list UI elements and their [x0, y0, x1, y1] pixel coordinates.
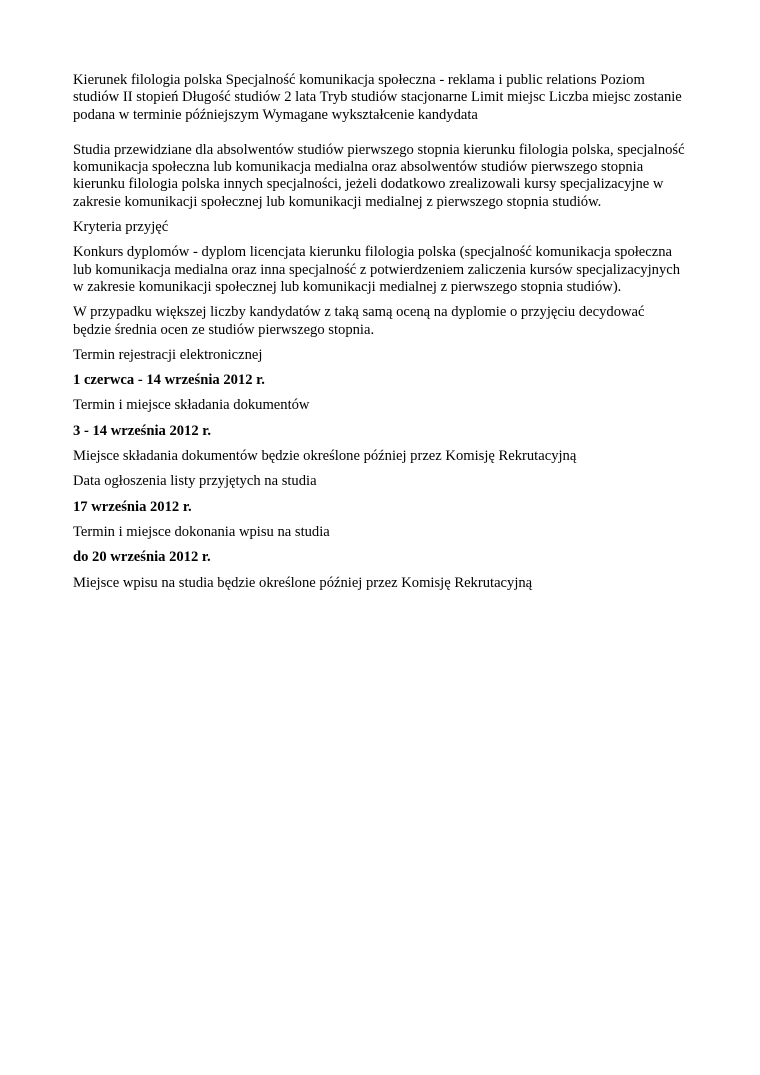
criteria-heading: Kryteria przyjęć — [73, 219, 169, 236]
registration-date: 1 czerwca - 14 września 2012 r. — [73, 372, 265, 389]
document-body — [73, 72, 685, 600]
documents-date: 3 - 14 września 2012 r. — [73, 422, 212, 439]
enrollment-date: do 20 września 2012 r. — [73, 549, 211, 566]
documents-place: Miejsce składania dokumentów będzie określone później przez Komisję Rekrutacyjną — [73, 448, 577, 465]
enrollment-label: Termin i miejsce dokonania wpisu na studia — [73, 523, 330, 540]
tie-break-paragraph: W przypadku większej liczby kandydatów z taką samą oceną na dyplomie o przyjęciu decydować będzie średnia ocen ze studiów pierwszego stopnia. — [73, 304, 645, 338]
documents-label: Termin i miejsce składania dokumentów — [73, 397, 310, 414]
intro-paragraph: Kierunek filologia polska Specjalność komunikacja społeczna - reklama i public relations Poziom studiów II stopień Długość studiów 2 lata Tryb studiów stacjonarne Limit miejsc Liczba miejsc zostanie podana w terminie późniejszym Wymagane wykształcenie kandydata — [73, 72, 682, 123]
enrollment-place: Miejsce wpisu na studia będzie określone później przez Komisję Rekrutacyjną — [73, 574, 533, 591]
requirements-paragraph: Studia przewidziane dla absolwentów studiów pierwszego stopnia kierunku filologia polska, specjalność komunikacja społeczna lub komunikacja medialna oraz absolwentów studiów pierwszego stopnia kierunku filologia polska innych specjalności, jeżeli dodatkowo zrealizowali kursy specjalizacyjne w zakresie komunikacji społecznej lub komunikacji medialnej z pierwszego stopnia studiów. — [73, 141, 685, 210]
criteria-paragraph: Konkurs dyplomów - dyplom licencjata kierunku filologia polska (specjalność komunikacja społeczna lub komunikacja medialna oraz inna specjalność z potwierdzeniem zaliczenia kursów specjalizacyjnych w zakresie komunikacji społecznej lub komunikacji medialnej z pierwszego stopnia studiów). — [73, 244, 681, 295]
list-date: 17 września 2012 r. — [73, 498, 192, 515]
registration-label: Termin rejestracji elektronicznej — [73, 346, 263, 363]
list-label: Data ogłoszenia listy przyjętych na studia — [73, 473, 317, 490]
